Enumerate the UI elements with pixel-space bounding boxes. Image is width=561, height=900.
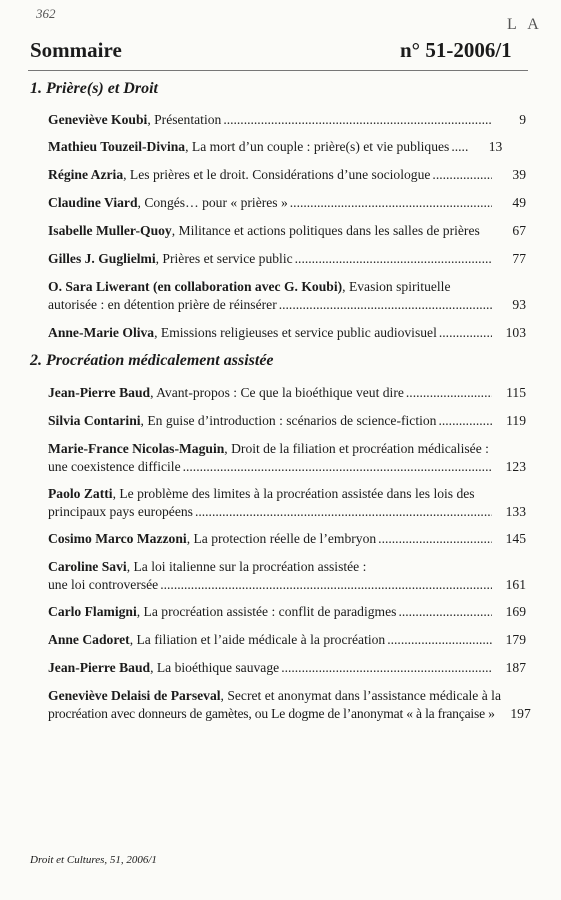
leader-dots — [439, 324, 492, 342]
toc-entry: Régine Azria, Les prières et le droit. Considérations d’une sociologue ..... 39 — [48, 166, 526, 184]
entry-page: 39 — [512, 167, 526, 182]
toc-entry: Anne Cadoret, La filiation et l’aide médicale à la procréation ..... 179 — [48, 631, 526, 649]
leader-dots — [406, 384, 492, 402]
entry-title: Présentation — [154, 112, 222, 127]
toc-entry: Claudine Viard, Congés… pour « prières » ..... 49 — [48, 194, 526, 212]
toc-entry: Silvia Contarini, En guise d’introduction : scénarios de science-fiction ..... 119 — [48, 412, 526, 430]
entry-page: 145 — [505, 531, 526, 546]
leader-dots — [387, 631, 492, 649]
entry-title: La filiation et l’aide médicale à la procréation — [136, 632, 386, 647]
entry-author: Geneviève Koubi — [48, 112, 148, 127]
entry-title: Prières et service public — [162, 251, 293, 266]
entry-page: 13 — [488, 139, 503, 154]
entry-title: La bioéthique sauvage — [156, 660, 280, 675]
section-heading: 2. Procréation médicalement assistée — [30, 352, 274, 369]
leader-dots — [195, 503, 492, 521]
entry-title-line2: autorisée : en détention prière de réinsérer — [48, 297, 277, 312]
entry-author: O. Sara Liwerant (en collaboration avec G. Koubi) — [48, 279, 343, 294]
toc-entry: Cosimo Marco Mazzoni, La protection réelle de l’embryon ..... 145 — [48, 530, 526, 548]
entry-title: La procréation assistée : conflit de paradigmes — [143, 604, 397, 619]
entry-author: Jean-Pierre Baud — [48, 385, 151, 400]
toc-entry: Isabelle Muller-Quoy, Militance et actions politiques dans les salles de prières 67 — [48, 223, 526, 238]
entry-page: 197 — [510, 706, 531, 721]
entry-title-line2: une coexistence difficile — [48, 459, 181, 474]
entry-title: La mort d’un couple : prière(s) et vie publiques — [191, 139, 450, 154]
entry-title-line2: une loi controversée — [48, 577, 159, 592]
toc-entry: Marie-France Nicolas-Maguin, Droit de la filiation et procréation médicalisée : une coexistence difficile ..... 123 — [48, 440, 526, 476]
entry-page: 49 — [512, 195, 526, 210]
entry-author: Carlo Flamigni — [48, 604, 137, 619]
toc-entry: Carlo Flamigni, La procréation assistée : conflit de paradigmes ..... 169 — [48, 603, 526, 621]
toc-entry: Geneviève Delaisi de Parseval, Secret et anonymat dans l’assistance médicale à la procréation avec donneurs de gamètes, ou Le dogme de l’anonymat « à la française » 197 — [48, 688, 531, 721]
entry-author: Marie-France Nicolas-Maguin — [48, 441, 225, 456]
leader-dots — [281, 659, 492, 677]
leader-dots — [398, 603, 492, 621]
leader-dots — [279, 296, 492, 314]
leader-dots — [432, 166, 492, 184]
toc-entry: O. Sara Liwerant (en collaboration avec G. Koubi), Evasion spirituelle autorisée : en détention prière de réinsérer ..... 93 — [48, 278, 526, 314]
entry-title-line1: Evasion spirituelle — [348, 279, 451, 294]
leader-dots — [160, 576, 492, 594]
entry-author: Mathieu Touzeil-Divina — [48, 139, 186, 154]
entry-title-line1: Droit de la filiation et procréation médicalisée : — [231, 441, 489, 456]
entry-page: 67 — [512, 223, 526, 238]
entry-page: 179 — [505, 632, 526, 647]
entry-title: Les prières et le droit. Considérations d’une sociologue — [129, 167, 431, 182]
entry-page: 123 — [505, 459, 526, 474]
entry-author: Caroline Savi — [48, 559, 127, 574]
entry-author: Anne Cadoret — [48, 632, 130, 647]
leader-dots — [290, 194, 492, 212]
toc-entry: Paolo Zatti, Le problème des limites à la procréation assistée dans les lois des principaux pays européens ..... 133 — [48, 485, 526, 521]
entry-author: Silvia Contarini — [48, 413, 141, 428]
entry-title: Militance et actions politiques dans les salles de prières — [178, 223, 480, 238]
entry-page: 9 — [519, 112, 526, 127]
entry-title-line1: La loi italienne sur la procréation assistée : — [133, 559, 367, 574]
toc-entry: Geneviève Koubi, Présentation ..... 9 — [48, 111, 526, 129]
entry-page: 77 — [512, 251, 526, 266]
entry-title: En guise d’introduction : scénarios de science-fiction — [147, 413, 437, 428]
handwritten-corner-mark: L A — [507, 16, 543, 33]
entry-title: Emissions religieuses et service public audiovisuel — [160, 325, 437, 340]
entry-page: 103 — [505, 325, 526, 340]
entry-page: 161 — [505, 577, 526, 592]
entry-title-line1: Le problème des limites à la procréation assistée dans les lois des — [119, 486, 475, 501]
toc-entry: Anne-Marie Oliva, Emissions religieuses et service public audiovisuel ..... 103 — [48, 324, 526, 342]
entry-author: Paolo Zatti — [48, 486, 113, 501]
entry-author: Geneviève Delaisi de Parseval — [48, 688, 221, 703]
entry-page: 115 — [506, 385, 526, 400]
page-title: Sommaire — [30, 38, 122, 62]
toc-entry: Jean-Pierre Baud, La bioéthique sauvage ..... 187 — [48, 659, 526, 677]
entry-page: 119 — [506, 413, 526, 428]
entry-page: 169 — [505, 604, 526, 619]
header-divider — [28, 70, 528, 71]
toc-entry: Caroline Savi, La loi italienne sur la procréation assistée : une loi controversée ..... 161 — [48, 558, 526, 594]
leader-dots — [451, 138, 468, 156]
entry-title-line1: Secret et anonymat dans l’assistance médicale à la — [227, 688, 501, 703]
entry-author: Anne-Marie Oliva — [48, 325, 155, 340]
leader-dots — [378, 530, 492, 548]
entry-author: Isabelle Muller-Quoy — [48, 223, 172, 238]
leader-dots — [438, 412, 492, 430]
toc-entry: Mathieu Touzeil-Divina, La mort d’un couple : prière(s) et vie publiques ..... 13 — [48, 138, 526, 156]
entry-page: 93 — [512, 297, 526, 312]
entry-title: Congés… pour « prières » — [144, 195, 288, 210]
entry-page: 133 — [505, 504, 526, 519]
entry-title: Avant-propos : Ce que la bioéthique veut dire — [156, 385, 404, 400]
leader-dots — [223, 111, 492, 129]
entry-title-line2: principaux pays européens — [48, 504, 193, 519]
entry-title: La protection réelle de l’embryon — [193, 531, 377, 546]
leader-dots — [183, 458, 492, 476]
leader-dots — [295, 250, 492, 268]
entry-author: Cosimo Marco Mazzoni — [48, 531, 187, 546]
issue-number: n° 51-2006/1 — [400, 38, 512, 62]
section-heading: 1. Prière(s) et Droit — [30, 80, 158, 97]
handwritten-page-note: 362 — [36, 6, 56, 21]
toc-entry: Jean-Pierre Baud, Avant-propos : Ce que la bioéthique veut dire ..... 115 — [48, 384, 526, 402]
entry-author: Claudine Viard — [48, 195, 138, 210]
toc-entry: Gilles J. Guglielmi, Prières et service public ..... 77 — [48, 250, 526, 268]
entry-page: 187 — [505, 660, 526, 675]
entry-author: Jean-Pierre Baud — [48, 660, 151, 675]
entry-author: Gilles J. Guglielmi — [48, 251, 156, 266]
entry-author: Régine Azria — [48, 167, 124, 182]
entry-title-line2: procréation avec donneurs de gamètes, ou Le dogme de l’anonymat « à la française » — [48, 706, 495, 721]
page-footer: Droit et Cultures, 51, 2006/1 — [30, 854, 157, 866]
